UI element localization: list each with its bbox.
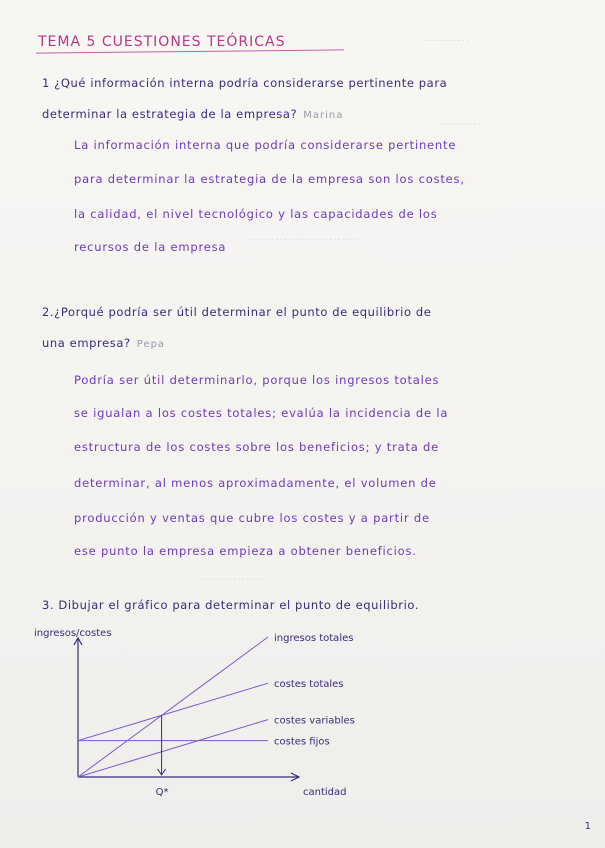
page-title: TEMA 5 CUESTIONES TEÓRICAS: [38, 34, 286, 50]
y-axis-label: ingresos/costes: [34, 628, 112, 639]
answer-2-line-5: producción y ventas que cubre los costes y a partir de: [74, 511, 430, 525]
answer-2-line-3: estructura de los costes sobre los beneficios; y trata de: [74, 440, 440, 454]
question-3-line-1: 3. Dibujar el gráfico para determinar el punto de equilibrio.: [42, 598, 420, 612]
x-axis-label: cantidad: [303, 787, 347, 798]
answer-1-line-2: para determinar la estrategia de la empresa son los costes,: [74, 172, 465, 186]
answer-1-line-3: la calidad, el nivel tecnológico y las capacidades de los: [74, 207, 438, 221]
notebook-page: ············ ·········· ·························· ················ TEMA 5 CUESTIONES TEÓRICAS 1 ¿Qué información interna podría considerarse pertinente para determinar la estrategia de la empresa? Marina La información interna que podría considerarse pertinente para determinar la estrategia de la empresa son los costes, la calidad, el nivel tecnológico y las capacidades de los recursos de la empresa 2.¿Porqué podría ser útil determinar el punto de equilibrio de una empresa? Pepa Podría ser útil determinarlo, porque los ingresos totales se igualan a los costes totales; evalúa la incidencia de la estructura de los costes sobre los beneficios; y trata de determinar, al menos aproximadamente, el volumen de producción y ventas que cubre los costes y a partir de ese punto la empresa empieza a obtener beneficios. 3. Dibujar el gráfico para determinar el punto de equilibrio. ingresos/costes cantidad ingresos totales costes totales costes variables costes fijos Q* 1: [0, 0, 605, 848]
question-1-line-2: determinar la estrategia de la empresa? Marina: [42, 107, 344, 121]
question-1-author: Marina: [303, 110, 344, 121]
title-underline: [36, 49, 344, 53]
answer-1-line-4: recursos de la empresa: [74, 240, 227, 254]
series-label-0: ingresos totales: [274, 633, 354, 644]
series-label-1: costes totales: [274, 679, 344, 691]
page-number: 1: [584, 821, 591, 832]
series-label-3: costes fijos: [274, 736, 330, 748]
question-2-author: Pepa: [136, 339, 166, 350]
series-line-2: [78, 720, 268, 777]
breakeven-label: Q*: [155, 787, 169, 798]
series-line-0: [78, 637, 268, 777]
question-2-line-1: 2.¿Porqué podría ser útil determinar el punto de equilibrio de: [42, 305, 432, 319]
series-line-1: [78, 683, 268, 740]
answer-2-line-6: ese punto la empresa empieza a obtener beneficios.: [74, 544, 417, 558]
answer-2-line-4: determinar, al menos aproximadamente, el volumen de: [74, 476, 437, 490]
question-1-line-1: 1 ¿Qué información interna podría considerarse pertinente para: [42, 76, 448, 90]
series-label-2: costes variables: [274, 715, 355, 727]
answer-2-line-2: se igualan a los costes totales; evalúa la incidencia de la: [74, 406, 449, 420]
breakeven-chart: [30, 625, 410, 805]
answer-2-line-1: Podría ser útil determinarlo, porque los ingresos totales: [74, 373, 440, 387]
answer-1-line-1: La información interna que podría considerarse pertinente: [74, 138, 457, 152]
question-2-line-2: una empresa? Pepa: [42, 336, 166, 350]
